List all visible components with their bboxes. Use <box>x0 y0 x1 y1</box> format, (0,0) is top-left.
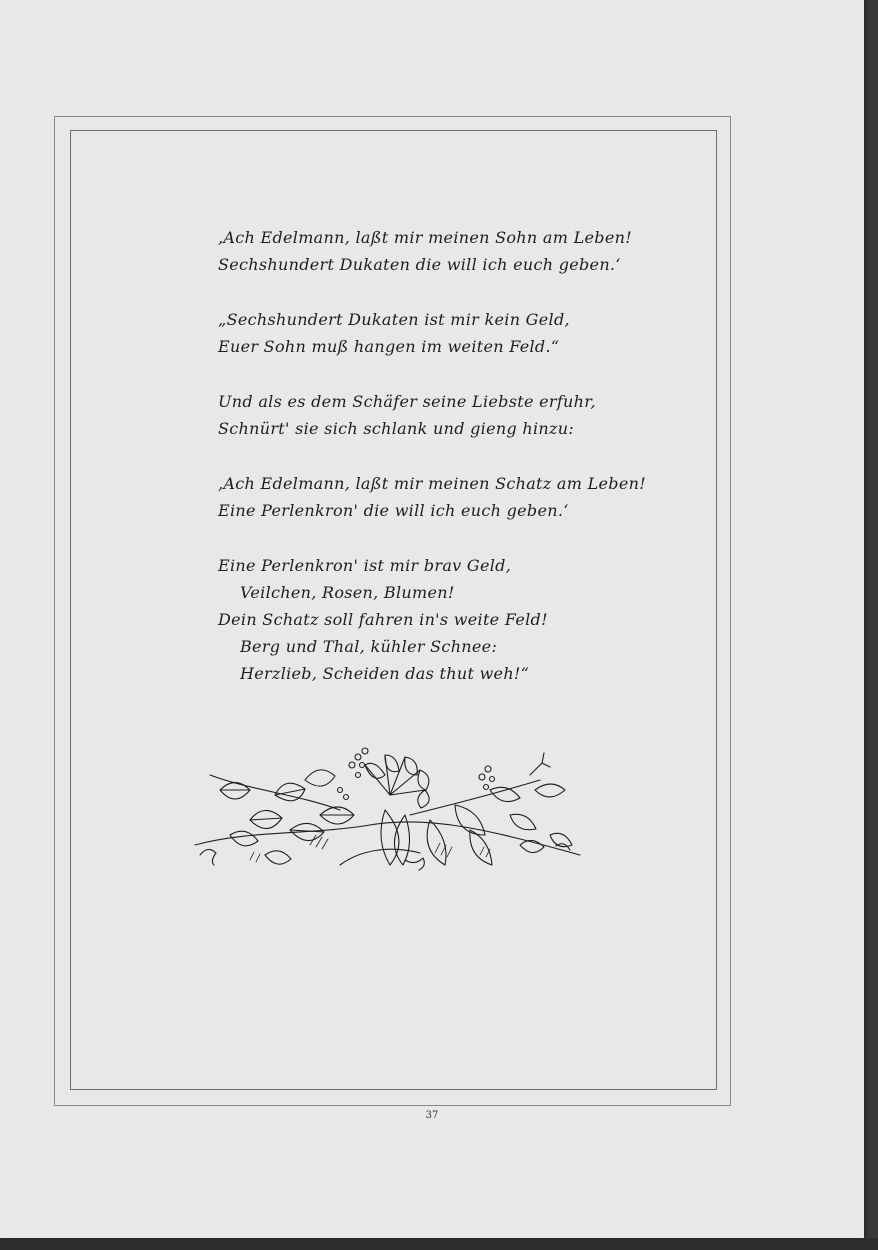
scan-edge-bottom <box>0 1238 878 1250</box>
stanza-3 <box>218 388 658 442</box>
poem-line-indented: Veilchen, Rosen, Blumen! <box>240 583 455 602</box>
poem-line-indented: Herzlieb, Scheiden das thut weh!“ <box>240 664 530 683</box>
poem-line: „Sechshundert Dukaten ist mir kein Geld, <box>218 310 570 329</box>
stanza-4 <box>218 470 658 524</box>
stanza-1 <box>218 224 658 278</box>
poem-line: ‚Ach Edelmann, laßt mir meinen Schatz am Leben! <box>218 474 646 493</box>
poem-line: ‚Ach Edelmann, laßt mir meinen Sohn am Leben! <box>218 228 632 247</box>
stanza-5 <box>218 552 658 687</box>
page-number: 37 <box>425 1110 439 1121</box>
poem-line: Euer Sohn muß hangen im weiten Feld.“ <box>218 337 560 356</box>
poem-text <box>218 224 658 715</box>
poem-line: Eine Perlenkron' die will ich euch geben.‘ <box>218 501 569 520</box>
poem-line: Sechshundert Dukaten die will ich euch geben.‘ <box>218 255 621 274</box>
poem-line: Dein Schatz soll fahren in's weite Feld! <box>218 610 548 629</box>
poem-line: Und als es dem Schäfer seine Liebste erfuhr, <box>218 392 596 411</box>
poem-line: Schnürt' sie sich schlank und gieng hinzu: <box>218 419 575 438</box>
floral-vignette-icon <box>190 735 585 880</box>
scan-edge-right <box>864 0 878 1250</box>
stanza-2 <box>218 306 658 360</box>
poem-line: Eine Perlenkron' ist mir brav Geld, <box>218 556 512 575</box>
poem-line-indented: Berg und Thal, kühler Schnee: <box>240 637 498 656</box>
